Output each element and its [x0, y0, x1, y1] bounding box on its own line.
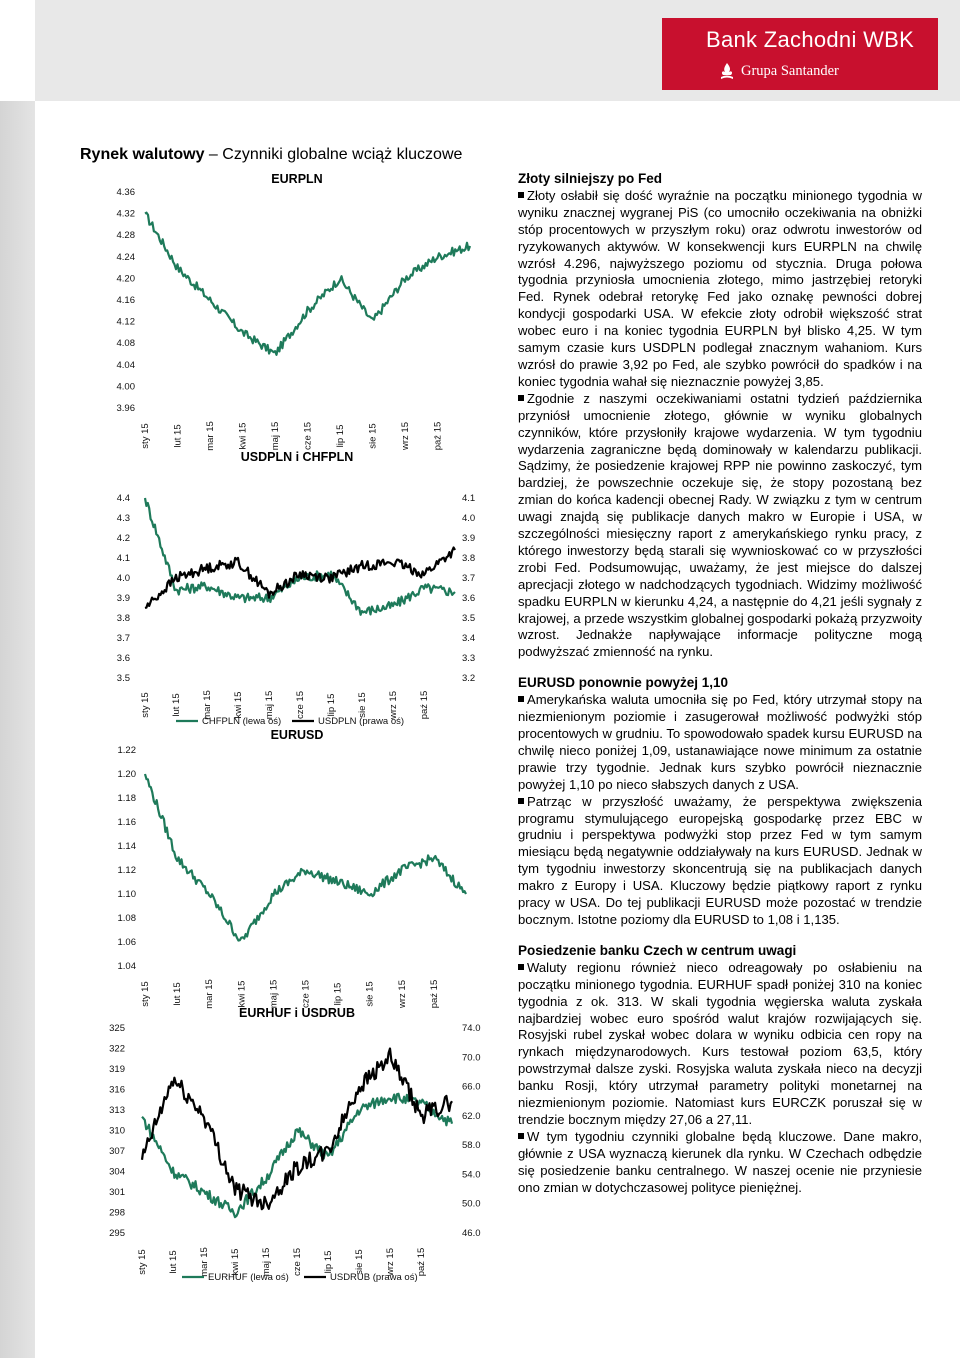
y-tick-label-right: 3.8 [462, 553, 476, 564]
y-tick-label-left: 298 [109, 1207, 125, 1219]
y-tick-label-left: 1.16 [117, 817, 136, 828]
y-tick-label-left: 4.12 [116, 316, 135, 328]
series-line [145, 213, 470, 355]
bullet-icon [518, 696, 524, 702]
y-tick-label-left: 301 [109, 1187, 125, 1198]
y-tick-label-right: 3.6 [462, 593, 476, 604]
legend-entry: CHFPLN (lewa oś) [202, 716, 282, 727]
y-tick-label-left: 3.5 [116, 673, 130, 684]
x-tick-label: sie 15 [354, 1249, 365, 1275]
page-title-main: Rynek walutowy [80, 146, 205, 163]
x-tick-label: mar 15 [202, 690, 213, 720]
y-tick-label-right: 3.3 [462, 653, 476, 664]
y-tick-label-left: 304 [109, 1166, 125, 1178]
y-tick-label-left: 4.3 [116, 513, 130, 524]
x-tick-label: maj 15 [264, 690, 275, 720]
chart-title: EURUSD [270, 728, 324, 742]
y-tick-label-left: 4.16 [116, 295, 135, 306]
series-line [142, 1094, 452, 1217]
x-tick-label: maj 15 [270, 421, 281, 451]
y-tick-label-left: 4.08 [116, 338, 135, 350]
x-tick-label: lip 15 [326, 693, 337, 717]
y-tick-label-left: 316 [109, 1084, 125, 1096]
y-tick-label-left: 1.04 [117, 961, 136, 972]
y-tick-label-right: 54.0 [462, 1169, 481, 1181]
x-tick-label: lip 15 [335, 424, 346, 448]
x-tick-label: lut 15 [172, 424, 184, 448]
y-tick-label-left: 1.14 [117, 841, 136, 852]
y-tick-label-left: 4.1 [116, 553, 130, 564]
y-tick-label-left: 310 [109, 1125, 125, 1137]
y-tick-label-left: 1.18 [117, 793, 136, 804]
x-tick-label: wrz 15 [400, 422, 411, 450]
x-tick-label: sty 15 [140, 981, 151, 1007]
x-tick-label: cze 15 [302, 422, 314, 450]
y-tick-label-left: 319 [109, 1064, 125, 1075]
y-tick-label-right: 50.0 [462, 1198, 481, 1210]
y-tick-label-left: 1.20 [117, 769, 136, 780]
x-tick-label: mar 15 [199, 1247, 210, 1277]
x-tick-label: kwi 15 [233, 691, 244, 719]
chart-title: USDPLN i CHFPLN [240, 450, 354, 464]
x-tick-label: kwi 15 [237, 422, 249, 450]
chart-eurusd [118, 728, 467, 1009]
chart-usdpln-chfpln [117, 450, 475, 727]
paragraph-zloty-1: Złoty osłabił się dość wyraźnie na początku minionego tygodnia w wyniku znacznej wygranej PiS (co umocniło oczekiwania na obniżki stóp procentowych w przyszłym roku) oraz odwrotu inwestorów od ryzykowanych aktywów. W konsekwencji kurs EURPLN na chwilę wzrósł 4.296, najwyższego poziomu od stycznia. Druga połowa tygodnia przyniosła umocnienia złotego, mimo jastrzębiej retoryki Fed. Rynek odebrał retorykę Fed jako oznakę pewności dobrej kondycji gospodarki USA. W efekcie złoty odrobił większość strat wobec euro i na koniec tygodnia EURPLN był blisko 4,25. W tym samym czasie kurs USDPLN podlegał znacznym wahaniom. Kurs wzrósł do prawie 3,92 po Fed, ale szybko powrócił do spadków i na koniec tygodnia wahał się nieznacznie powyżej 3,85. [518, 187, 922, 389]
page-title-separator: – [204, 146, 223, 163]
chart-title: EURPLN [271, 172, 323, 186]
y-tick-label-right: 66.0 [462, 1081, 481, 1093]
chart-eurhuf-usdrub [109, 1006, 480, 1283]
y-tick-label-left: 4.28 [116, 230, 135, 242]
y-tick-label-left: 4.0 [116, 573, 130, 584]
y-tick-label-left: 1.12 [117, 865, 136, 876]
y-tick-label-left: 3.7 [116, 633, 130, 644]
x-tick-label: lip 15 [323, 1250, 334, 1274]
y-tick-label-left: 3.8 [116, 613, 130, 624]
bullet-icon [518, 395, 524, 401]
y-tick-label-right: 62.0 [462, 1110, 481, 1122]
y-tick-label-right: 3.4 [462, 633, 476, 644]
y-tick-label-left: 4.32 [116, 208, 135, 220]
y-tick-label-left: 3.6 [116, 653, 130, 664]
y-tick-label-right: 3.7 [462, 573, 476, 584]
y-tick-label-right: 4.0 [462, 513, 476, 524]
chart-title: EURHUF i USDRUB [239, 1006, 355, 1020]
y-tick-label-right: 58.0 [462, 1140, 481, 1152]
y-tick-label-left: 4.4 [116, 493, 130, 504]
x-tick-label: wrz 15 [385, 1248, 396, 1276]
brand-group-name: Grupa Santander [741, 63, 839, 79]
x-tick-label: sty 15 [137, 1249, 148, 1275]
y-tick-label-right: 46.0 [462, 1228, 481, 1239]
x-tick-label: kwi 15 [230, 1248, 241, 1276]
series-line [145, 498, 455, 615]
y-tick-label-left: 4.04 [116, 359, 135, 371]
page-title-sub: Czynniki globalne wciąż kluczowe [222, 146, 463, 163]
x-tick-label: mar 15 [205, 421, 216, 451]
x-tick-label: sie 15 [367, 423, 379, 449]
paragraph-eurusd-1: Amerykańska waluta umocniła się po Fed, który utrzymał stopy na niezmienionym poziomie i zasugerował możliwość podwyżki stóp procentowych w grudniu. To spowodowało spadek kursu EURUSD na chwilę nieco poniżej 1,09, ustanawiające nowe minimum za ostatnie prawie trzy tygodnie. Jednak kurs szybko powrócił nieznacznie powyżej 1,10 po nieco słabszych danych z USA. [518, 692, 922, 792]
section-title-eurusd: EURUSD ponownie powyżej 1,10 [518, 675, 729, 691]
x-tick-label: paź 15 [428, 979, 440, 1009]
paragraph-czech-2: W tym tygodniu czynniki globalne będą kluczowe. Dane makro, głównie z USA wyznaczą kierunek dla rynku. W Czechach odbędzie się posiedzenie banku centralnego. W naszej ocenie nie przyniesie ono zmian w dotychczasowej polityce pieniężnej. [518, 1128, 922, 1195]
y-tick-label-right: 4.1 [462, 493, 476, 504]
y-tick-label-left: 322 [109, 1043, 125, 1055]
x-tick-label: kwi 15 [236, 980, 248, 1008]
y-tick-label-right: 3.5 [462, 613, 476, 624]
paragraph-eurusd-2: Patrząc w przyszłość uważamy, że perspektywa zwiększenia programu stymulującego europejską gospodarkę przez EBC w grudniu i perspektywa podwyżki stop przez Fed w tym samym miesiącu będą negatywnie oddziaływały na kurs EURUSD. Jednak w tym tygodniu inwestorzy skoncentrują się na publikacjach danych makro z Europy i USA. Kluczowy będzie piątkowy raport z rynku pracy w USA. Do tej publikacji EURUSD może pozostać w trendzie bocznym. Istotne poziomy dla EURUSD to 1,08 i 1,135. [518, 793, 922, 927]
chart-eurpln [117, 172, 471, 451]
section-title-czech: Posiedzenie banku Czech w centrum uwagi [518, 942, 797, 958]
x-tick-label: wrz 15 [396, 980, 408, 1008]
legend-entry: EURHUF (lewa oś) [208, 1272, 289, 1283]
x-tick-label: sty 15 [140, 423, 151, 449]
x-tick-label: lip 15 [332, 982, 344, 1006]
x-tick-label: cze 15 [295, 691, 306, 719]
x-tick-label: wrz 15 [388, 691, 399, 719]
y-tick-label-left: 3.9 [116, 593, 130, 604]
x-tick-label: maj 15 [268, 979, 280, 1009]
x-tick-label: cze 15 [292, 1248, 303, 1276]
x-tick-label: sie 15 [364, 981, 376, 1007]
bullet-icon [518, 192, 524, 198]
y-tick-label-left: 1.08 [117, 913, 136, 924]
x-tick-label: lut 15 [172, 982, 184, 1006]
brand-name: Bank Zachodni WBK [706, 27, 915, 52]
paragraph-czech-1: Waluty regionu również nieco odreagowały po osłabieniu na początku minionego tygodnia. EURHUF spadł poniżej 310 na koniec tygodnia z ok. 313. W skali tygodnia węgierska waluta zyskała najbardziej wobec euro spośród walut krajów rozwijających się. Rosyjski rubel zyskał wobec dolara w wyniku odbicia cen ropy na rynkach międzynarodowych. Kurs testował poziom 63,5, który powstrzymał dalsze zyski. Rosyjska waluta zyskała nieco na decyzji banku Rosji, który utrzymał parametry polityki monetarnej na niezmienionym poziomie. Natomiast kurs EURCZK poruszał się w trendzie bocznym między 27,06 a 27,11. [518, 959, 922, 1127]
x-tick-label: sie 15 [357, 692, 368, 718]
bullet-icon [518, 964, 524, 970]
x-tick-label: maj 15 [261, 1247, 272, 1277]
x-tick-label: lut 15 [168, 1250, 179, 1274]
bullet-icon [518, 798, 524, 804]
series-line [145, 774, 466, 941]
y-tick-label-left: 325 [109, 1023, 125, 1034]
y-tick-label-left: 4.2 [116, 533, 130, 544]
y-tick-label-left: 1.10 [117, 889, 136, 900]
x-tick-label: paź 15 [416, 1247, 427, 1277]
x-tick-label: sty 15 [140, 692, 151, 718]
bullet-icon [518, 1133, 524, 1139]
y-tick-label-left: 4.36 [116, 187, 135, 198]
y-tick-label-left: 3.96 [116, 403, 135, 414]
y-tick-label-left: 295 [109, 1228, 125, 1239]
y-tick-label-left: 4.24 [116, 251, 135, 263]
y-tick-label-right: 74.0 [462, 1023, 481, 1034]
y-tick-label-left: 4.20 [116, 273, 135, 285]
paragraph-zloty-2: Zgodnie z naszymi oczekiwaniami ostatni tydzień października przyniósł umocnienie złotego, głównie w wyniku globalnych czynników, które przysłoniły krajowe wydarzenia. W tym tygodniu wydarzenia zagraniczne będą dominowały w kalendarzu publikacji. Sądzimy, że posiedzenie krajowej RPP nie powinno zaskoczyć, tym bardziej, że powszechnie oczekuje się, że stopy pozostaną bez zmian do końca kadencji obecnej Rady. W związku z tym w centrum uwagi znajdą się publikacje danych makro w Europie i USA, w szczególności miesięczny raport z amerykańskiego rynku pracy, z którego inwestorzy będą starali się wywnioskować co w przyszłości zrobi Fed. Podsumowując, uważamy, że jest miejsce do dalszej aprecjacji złotego w nadchodzących tygodniach. Widzimy możliwość spadku EURPLN w kierunku 4,24, a następnie do 4,21 jeśli sygnały z krajowej, a przede wszystkim globalnej gospodarki pokażą przyzwoity wzrost. Jednakże napływające informacje polityczne mogą podwyższać zmienność na rynku. [518, 390, 922, 660]
y-tick-label-left: 1.06 [117, 937, 136, 948]
x-tick-label: mar 15 [204, 979, 216, 1009]
y-tick-label-right: 3.9 [462, 533, 476, 544]
text-column [518, 171, 922, 1196]
y-tick-label-left: 313 [109, 1105, 125, 1116]
y-tick-label-right: 70.0 [462, 1052, 481, 1064]
x-tick-label: paź 15 [432, 421, 444, 451]
y-tick-label-right: 3.2 [462, 673, 476, 684]
y-tick-label-left: 307 [109, 1146, 125, 1157]
legend-entry: USDRUB (prawa oś) [330, 1272, 418, 1283]
legend-entry: USDPLN (prawa oś) [318, 716, 405, 727]
y-tick-label-left: 1.22 [117, 745, 136, 756]
x-tick-label: cze 15 [300, 980, 312, 1008]
x-tick-label: lut 15 [171, 693, 182, 717]
section-title-zloty: Złoty silniejszy po Fed [518, 171, 663, 186]
x-tick-label: paź 15 [419, 690, 430, 720]
y-tick-label-left: 4.00 [116, 381, 135, 393]
